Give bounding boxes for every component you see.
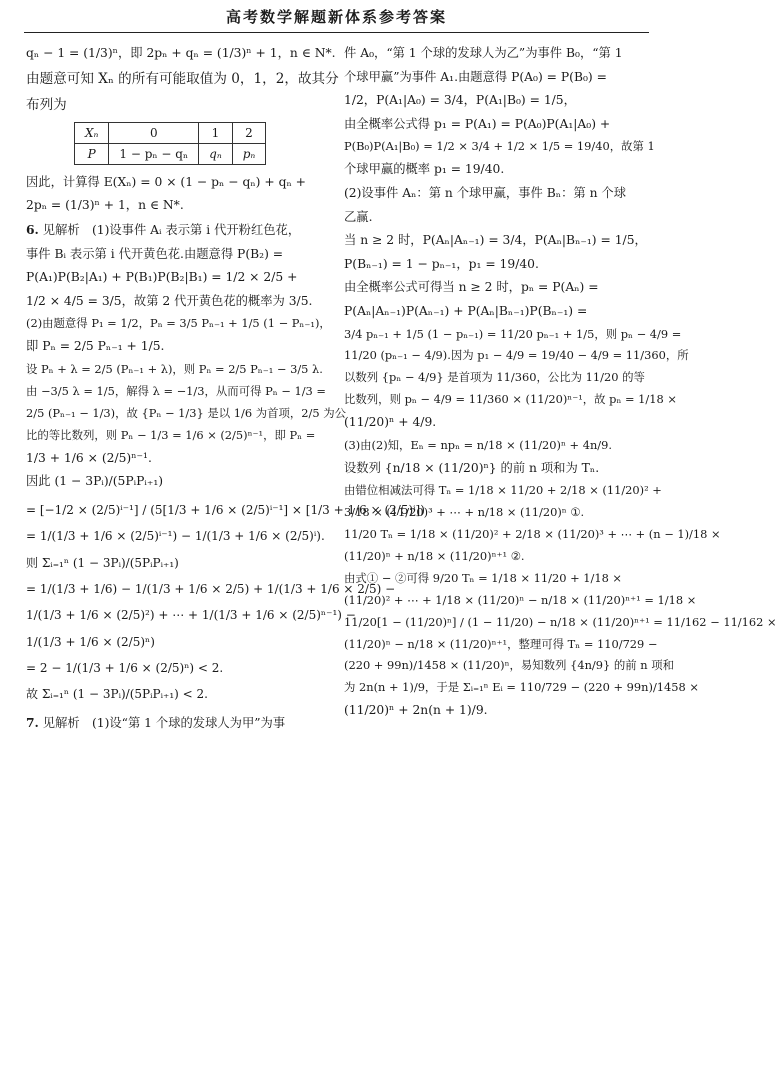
text-line: (2)由题意得 P₁ = 1/2，Pₙ = 3/5 Pₙ₋₁ + 1/5 (1 − Pₙ₋₁)， <box>26 316 331 331</box>
text-line: 当 n ≥ 2 时，P(Aₙ|Aₙ₋₁) = 3/4，P(Aₙ|Bₙ₋₁) = 1/5， <box>344 233 647 248</box>
text-line: 以数列 {pₙ − 4/9} 是首项为 11/360，公比为 11/20 的等 <box>344 370 645 385</box>
text-line: 3/4 pₙ₋₁ + 1/5 (1 − pₙ₋₁) = 11/20 pₙ₋₁ + 1/5，则 pₙ − 4/9 = <box>344 326 682 341</box>
right-column <box>344 42 777 723</box>
text-line: 11/20 Tₙ = 1/18 × (11/20)² + 2/18 × (11/20)³ + ⋯ + (n − 1)/18 × <box>344 527 721 542</box>
text-line: 2pₙ = (1/3)ⁿ + 1，n ∈ N*. <box>26 198 184 213</box>
text-line: 因此，计算得 E(Xₙ) = 0 × (1 − pₙ − qₙ) + qₙ + <box>26 174 306 189</box>
problem-7-heading <box>26 711 330 736</box>
equation-line: 则 Σᵢ₌₁ⁿ (1 − 3Pᵢ)/(5PᵢPᵢ₊₁) <box>26 555 179 570</box>
equation-line: = [−1/2 × (2/5)ⁱ⁻¹] / (5[1/3 + 1/6 × (2/5)ⁱ⁻¹] × [1/3 + 1/6 × (2/5)ⁱ]) <box>26 502 425 517</box>
text-line: (11/20)ⁿ + 2n(n + 1)/9. <box>344 703 488 718</box>
table-cell: P <box>75 143 109 164</box>
text-line: 由式① − ②可得 9/20 Tₙ = 1/18 × 11/20 + 1/18 × <box>344 570 622 585</box>
equation-line: = 2 − 1/(1/3 + 1/6 × (2/5)ⁿ) < 2. <box>26 661 224 676</box>
text-line: 1/3 + 1/6 × (2/5)ⁿ⁻¹. <box>26 450 152 465</box>
text-line: 1/2，P(A₁|A₀) = 3/4，P(A₁|B₀) = 1/5， <box>344 93 576 108</box>
text-line: 1/2 × 4/5 = 3/5，故第 2 代开黄色花的概率为 3/5. <box>26 293 313 308</box>
problem-6-heading <box>26 218 330 243</box>
distribution-table <box>74 122 266 165</box>
text-line: (11/20)² + ⋯ + 1/18 × (11/20)ⁿ − n/18 × (11/20)ⁿ⁺¹ = 1/18 × <box>344 592 697 607</box>
text-line: 3/18 × (11/20)³ + ⋯ + n/18 × (11/20)ⁿ ①. <box>344 505 585 520</box>
text-line: 由全概率公式可得当 n ≥ 2 时，pₙ = P(Aₙ) = <box>344 280 599 295</box>
problem-number: 7. <box>26 714 39 730</box>
equation-line: = 1/(1/3 + 1/6 × (2/5)ⁱ⁻¹) − 1/(1/3 + 1/6 × (2/5)ⁱ). <box>26 529 325 544</box>
text-line: 为 2n(n + 1)/9，于是 Σᵢ₌₁ⁿ Eᵢ = 110/729 − (220 + 99n)/1458 × <box>344 680 699 695</box>
table-cell: Xₙ <box>75 122 109 143</box>
text-line: P(Aₙ|Aₙ₋₁)P(Aₙ₋₁) + P(Aₙ|Bₙ₋₁)P(Bₙ₋₁) = <box>344 303 588 318</box>
text-line: 个球甲赢的概率 p₁ = 19/40. <box>344 162 505 177</box>
text-line: P(B₀)P(A₁|B₀) = 1/2 × 3/4 + 1/2 × 1/5 = 19/40，故第 1 <box>344 139 655 154</box>
text-line: 由错位相减法可得 Tₙ = 1/18 × 11/20 + 2/18 × (11/20)² + <box>344 483 662 498</box>
text-line: 11/20[1 − (11/20)ⁿ] / (1 − 11/20) − n/18 × (11/20)ⁿ⁺¹ = 11/162 − 11/162 × <box>344 614 777 629</box>
text-line: 设数列 {n/18 × (11/20)ⁿ} 的前 n 项和为 Tₙ. <box>344 460 600 475</box>
text-line: 11/20 (pₙ₋₁ − 4/9).因为 p₁ − 4/9 = 19/40 − 4/9 = 11/360，所 <box>344 348 689 363</box>
text-line: 乙赢. <box>344 209 373 224</box>
table-row <box>75 143 266 164</box>
equation-line: = 1/(1/3 + 1/6) − 1/(1/3 + 1/6 × 2/5) + 1/(1/3 + 1/6 × 2/5) − <box>26 581 396 596</box>
page-header: 高考数学解题新体系参考答案 <box>225 8 447 26</box>
text-line: 2/5 (Pₙ₋₁ − 1/3)，故 {Pₙ − 1/3} 是以 1/6 为首项，2/5 为公 <box>26 405 347 420</box>
equation-line: 1/(1/3 + 1/6 × (2/5)²) + ⋯ + 1/(1/3 + 1/6 × (2/5)ⁿ⁻¹) − <box>26 608 356 623</box>
table-cell: pₙ <box>232 143 266 164</box>
text-line: 个球甲赢”为事件 A₁.由题意得 P(A₀) = P(B₀) = <box>344 69 607 84</box>
text-line: 即 Pₙ = 2/5 Pₙ₋₁ + 1/5. <box>26 339 165 354</box>
text-line: 布列为 <box>26 96 67 113</box>
table-cell: 1 − pₙ − qₙ <box>109 143 199 164</box>
text-line: (11/20)ⁿ − n/18 × (11/20)ⁿ⁺¹，整理可得 Tₙ = 110/729 − <box>344 636 658 651</box>
problem-number: 6. <box>26 222 39 238</box>
text-line: (3)由(2)知，Eₙ = npₙ = n/18 × (11/20)ⁿ + 4n/9. <box>344 437 612 452</box>
text-line: 由 −3/5 λ = 1/5，解得 λ = −1/3，从而可得 Pₙ − 1/3 = <box>26 383 326 398</box>
text-line: (2)设事件 Aₙ：第 n 个球甲赢，事件 Bₙ：第 n 个球 <box>344 185 627 200</box>
text-line: 设 Pₙ + λ = 2/5 (Pₙ₋₁ + λ)，则 Pₙ = 2/5 Pₙ₋₁ − 3/5 λ. <box>26 361 323 376</box>
table-cell: 0 <box>109 122 199 143</box>
text-line: 比的等比数列，则 Pₙ − 1/3 = 1/6 × (2/5)ⁿ⁻¹，即 Pₙ = <box>26 427 316 442</box>
table-cell: 1 <box>199 122 233 143</box>
text-line: (220 + 99n)/1458 × (11/20)ⁿ，易知数列 {4n/9} 的前 n 项和 <box>344 658 674 673</box>
text-line: 由题意可知 Xₙ 的所有可能取值为 0，1，2，故其分 <box>26 70 339 87</box>
text-line: (11/20)ⁿ + n/18 × (11/20)ⁿ⁺¹ ②. <box>344 548 525 563</box>
text-span: 见解析 (1)设“第 1 个球的发球人为甲”为事 <box>42 715 286 730</box>
text-line: P(A₁)P(B₂|A₁) + P(B₁)P(B₂|B₁) = 1/2 × 2/5 + <box>26 270 298 285</box>
header-divider <box>24 32 649 33</box>
text-line: P(Bₙ₋₁) = 1 − pₙ₋₁，p₁ = 19/40. <box>344 256 539 271</box>
table-cell: qₙ <box>199 143 233 164</box>
text-line: 因此 (1 − 3Pᵢ)/(5PᵢPᵢ₊₁) <box>26 474 164 489</box>
text-line: 事件 Bᵢ 表示第 i 代开黄色花.由题意得 P(B₂) = <box>26 246 284 261</box>
text-line: 比数列，则 pₙ − 4/9 = 11/360 × (11/20)ⁿ⁻¹，故 pₙ = 1/18 × <box>344 392 677 407</box>
equation-line: 1/(1/3 + 1/6 × (2/5)ⁿ) <box>26 634 155 649</box>
table-cell: 2 <box>232 122 266 143</box>
text-line: 由全概率公式得 p₁ = P(A₁) = P(A₀)P(A₁|A₀) + <box>344 116 611 131</box>
text-line: 件 A₀，“第 1 个球的发球人为乙”为事件 B₀，“第 1 <box>344 46 623 60</box>
text-span: 见解析 (1)设事件 Aᵢ 表示第 i 代开粉红色花， <box>42 223 301 238</box>
equation-line: 故 Σᵢ₌₁ⁿ (1 − 3Pᵢ)/(5PᵢPᵢ₊₁) < 2. <box>26 687 208 702</box>
table-header-row <box>75 122 266 143</box>
text-line: (11/20)ⁿ + 4/9. <box>344 415 437 430</box>
text-line: qₙ − 1 = (1/3)ⁿ，即 2pₙ + qₙ = (1/3)ⁿ + 1，n ∈ N*. <box>26 46 336 60</box>
